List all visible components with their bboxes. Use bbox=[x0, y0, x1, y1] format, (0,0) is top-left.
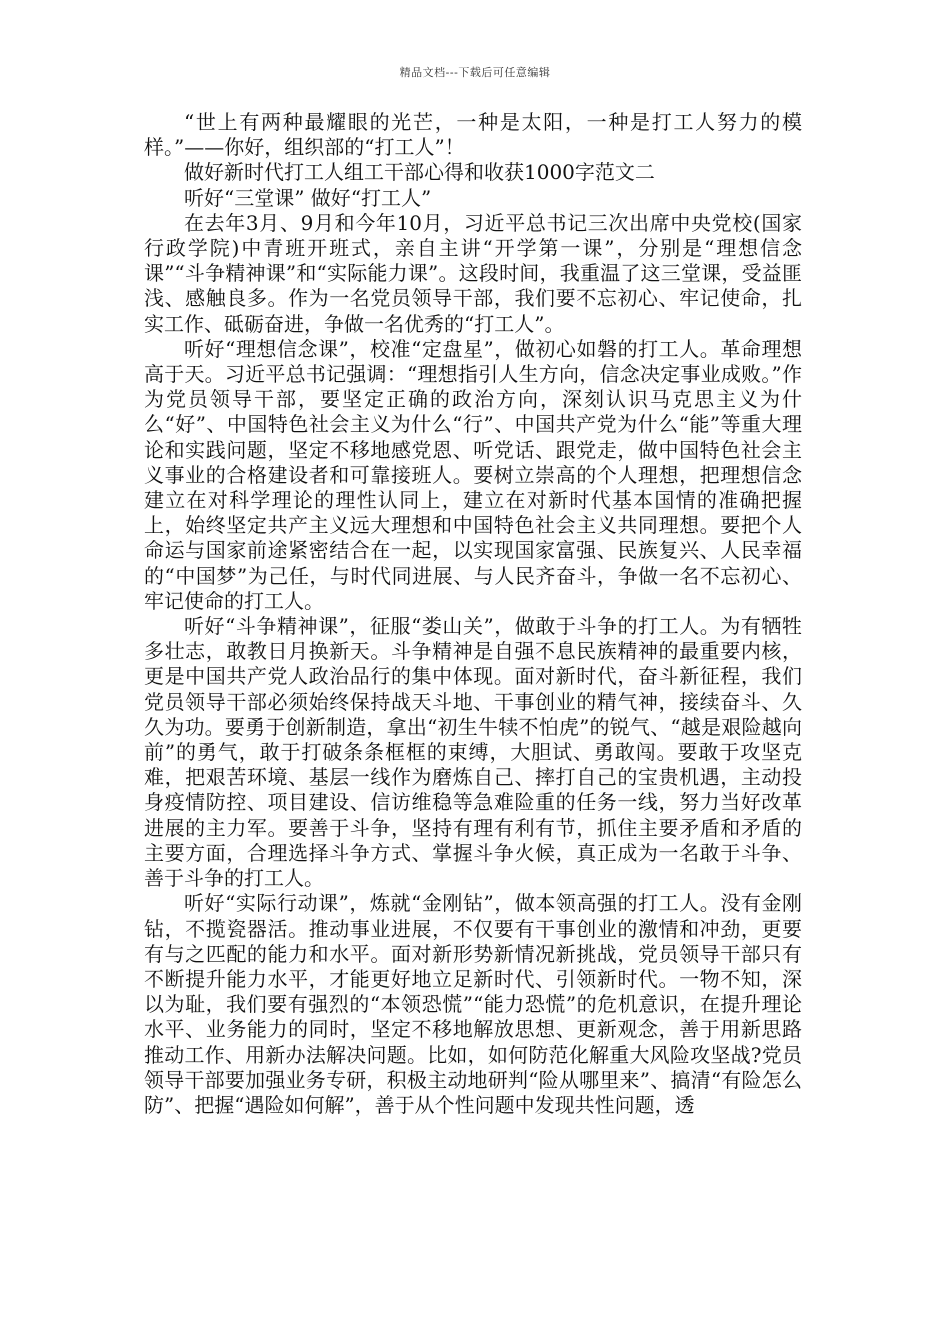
article-title: 做好新时代打工人组工干部心得和收获1000字范文二 bbox=[184, 160, 655, 185]
article-subtitle: 听好“三堂课” 做好“打工人” bbox=[184, 185, 432, 210]
intro-quote-paragraph: “世上有两种最耀眼的光芒，一种是太阳，一种是打工人努力的模样。”——你好，组织部的“打工人”！ bbox=[144, 110, 802, 160]
document-body bbox=[144, 110, 802, 1118]
body-paragraph-intro: 在去年3月、9月和今年10月，习近平总书记三次出席中央党校(国家行政学院)中青班开班式，亲自主讲“开学第一课”，分别是“理想信念课”“斗争精神课”和“实际能力课”。这段时间，我重温了这三堂课，受益匪浅、感触良多。作为一名党员领导干部，我们要不忘初心、牢记使命，扎实工作、砥砺奋进，争做一名优秀的“打工人”。 bbox=[144, 210, 802, 336]
page-header: 精品文档---下载后可任意编辑 bbox=[399, 66, 551, 79]
body-paragraph-ability: 听好“实际行动课”，炼就“金刚钻”，做本领高强的打工人。没有金刚钻，不揽瓷器活。推动事业进展，不仅要有干事创业的激情和冲劲，更要有与之匹配的能力和水平。面对新形势新情况新挑战，党员领导干部只有不断提升能力水平，才能更好地立足新时代、引领新时代。一物不知，深以为耻，我们要有强烈的“本领恐慌”“能力恐慌”的危机意识，在提升理论水平、业务能力的同时，坚定不移地解放思想、更新观念，善于用新思路推动工作、用新办法解决问题。比如，如何防范化解重大风险攻坚战?党员领导干部要加强业务专研，积极主动地研判“险从哪里来”、搞清“有险怎么防”、把握“遇险如何解”，善于从个性问题中发现共性问题，透 bbox=[144, 891, 802, 1117]
body-paragraph-ideals: 听好“理想信念课”，校准“定盘星”，做初心如磐的打工人。革命理想高于天。习近平总书记强调：“理想指引人生方向，信念决定事业成败。”作为党员领导干部，要坚定正确的政治方向，深刻认识马克思主义为什么“好”、中国特色社会主义为什么“行”、中国共产党为什么“能”等重大理论和实践问题，坚定不移地感党恩、听党话、跟党走，做中国特色社会主义事业的合格建设者和可靠接班人。要树立崇高的个人理想，把理想信念建立在对科学理论的理性认同上，建立在对新时代基本国情的准确把握上，始终坚定共产主义远大理想和中国特色社会主义共同理想。要把个人命运与国家前途紧密结合在一起，以实现国家富强、民族复兴、人民幸福的“中国梦”为己任，与时代同进展、与人民齐奋斗，争做一名不忘初心、牢记使命的打工人。 bbox=[144, 336, 802, 613]
body-paragraph-struggle: 听好“斗争精神课”，征服“娄山关”，做敢于斗争的打工人。为有牺牲多壮志，敢教日月换新天。斗争精神是自强不息民族精神的最重要内核，更是中国共产党人政治品行的集中体现。面对新时代，奋斗新征程，我们党员领导干部必须始终保持战天斗地、干事创业的精气神，接续奋斗、久久为功。要勇于创新制造，拿出“初生牛犊不怕虎”的锐气、“越是艰险越向前”的勇气，敢于打破条条框框的束缚，大胆试、勇敢闯。要敢于攻坚克难，把艰苦环境、基层一线作为磨炼自己、摔打自己的宝贵机遇，主动投身疫情防控、项目建设、信访维稳等急难险重的任务一线，努力当好改革进展的主力军。要善于斗争，坚持有理有利有节，抓住主要矛盾和矛盾的主要方面，合理选择斗争方式、掌握斗争火候，真正成为一名敢于斗争、善于斗争的打工人。 bbox=[144, 614, 802, 891]
